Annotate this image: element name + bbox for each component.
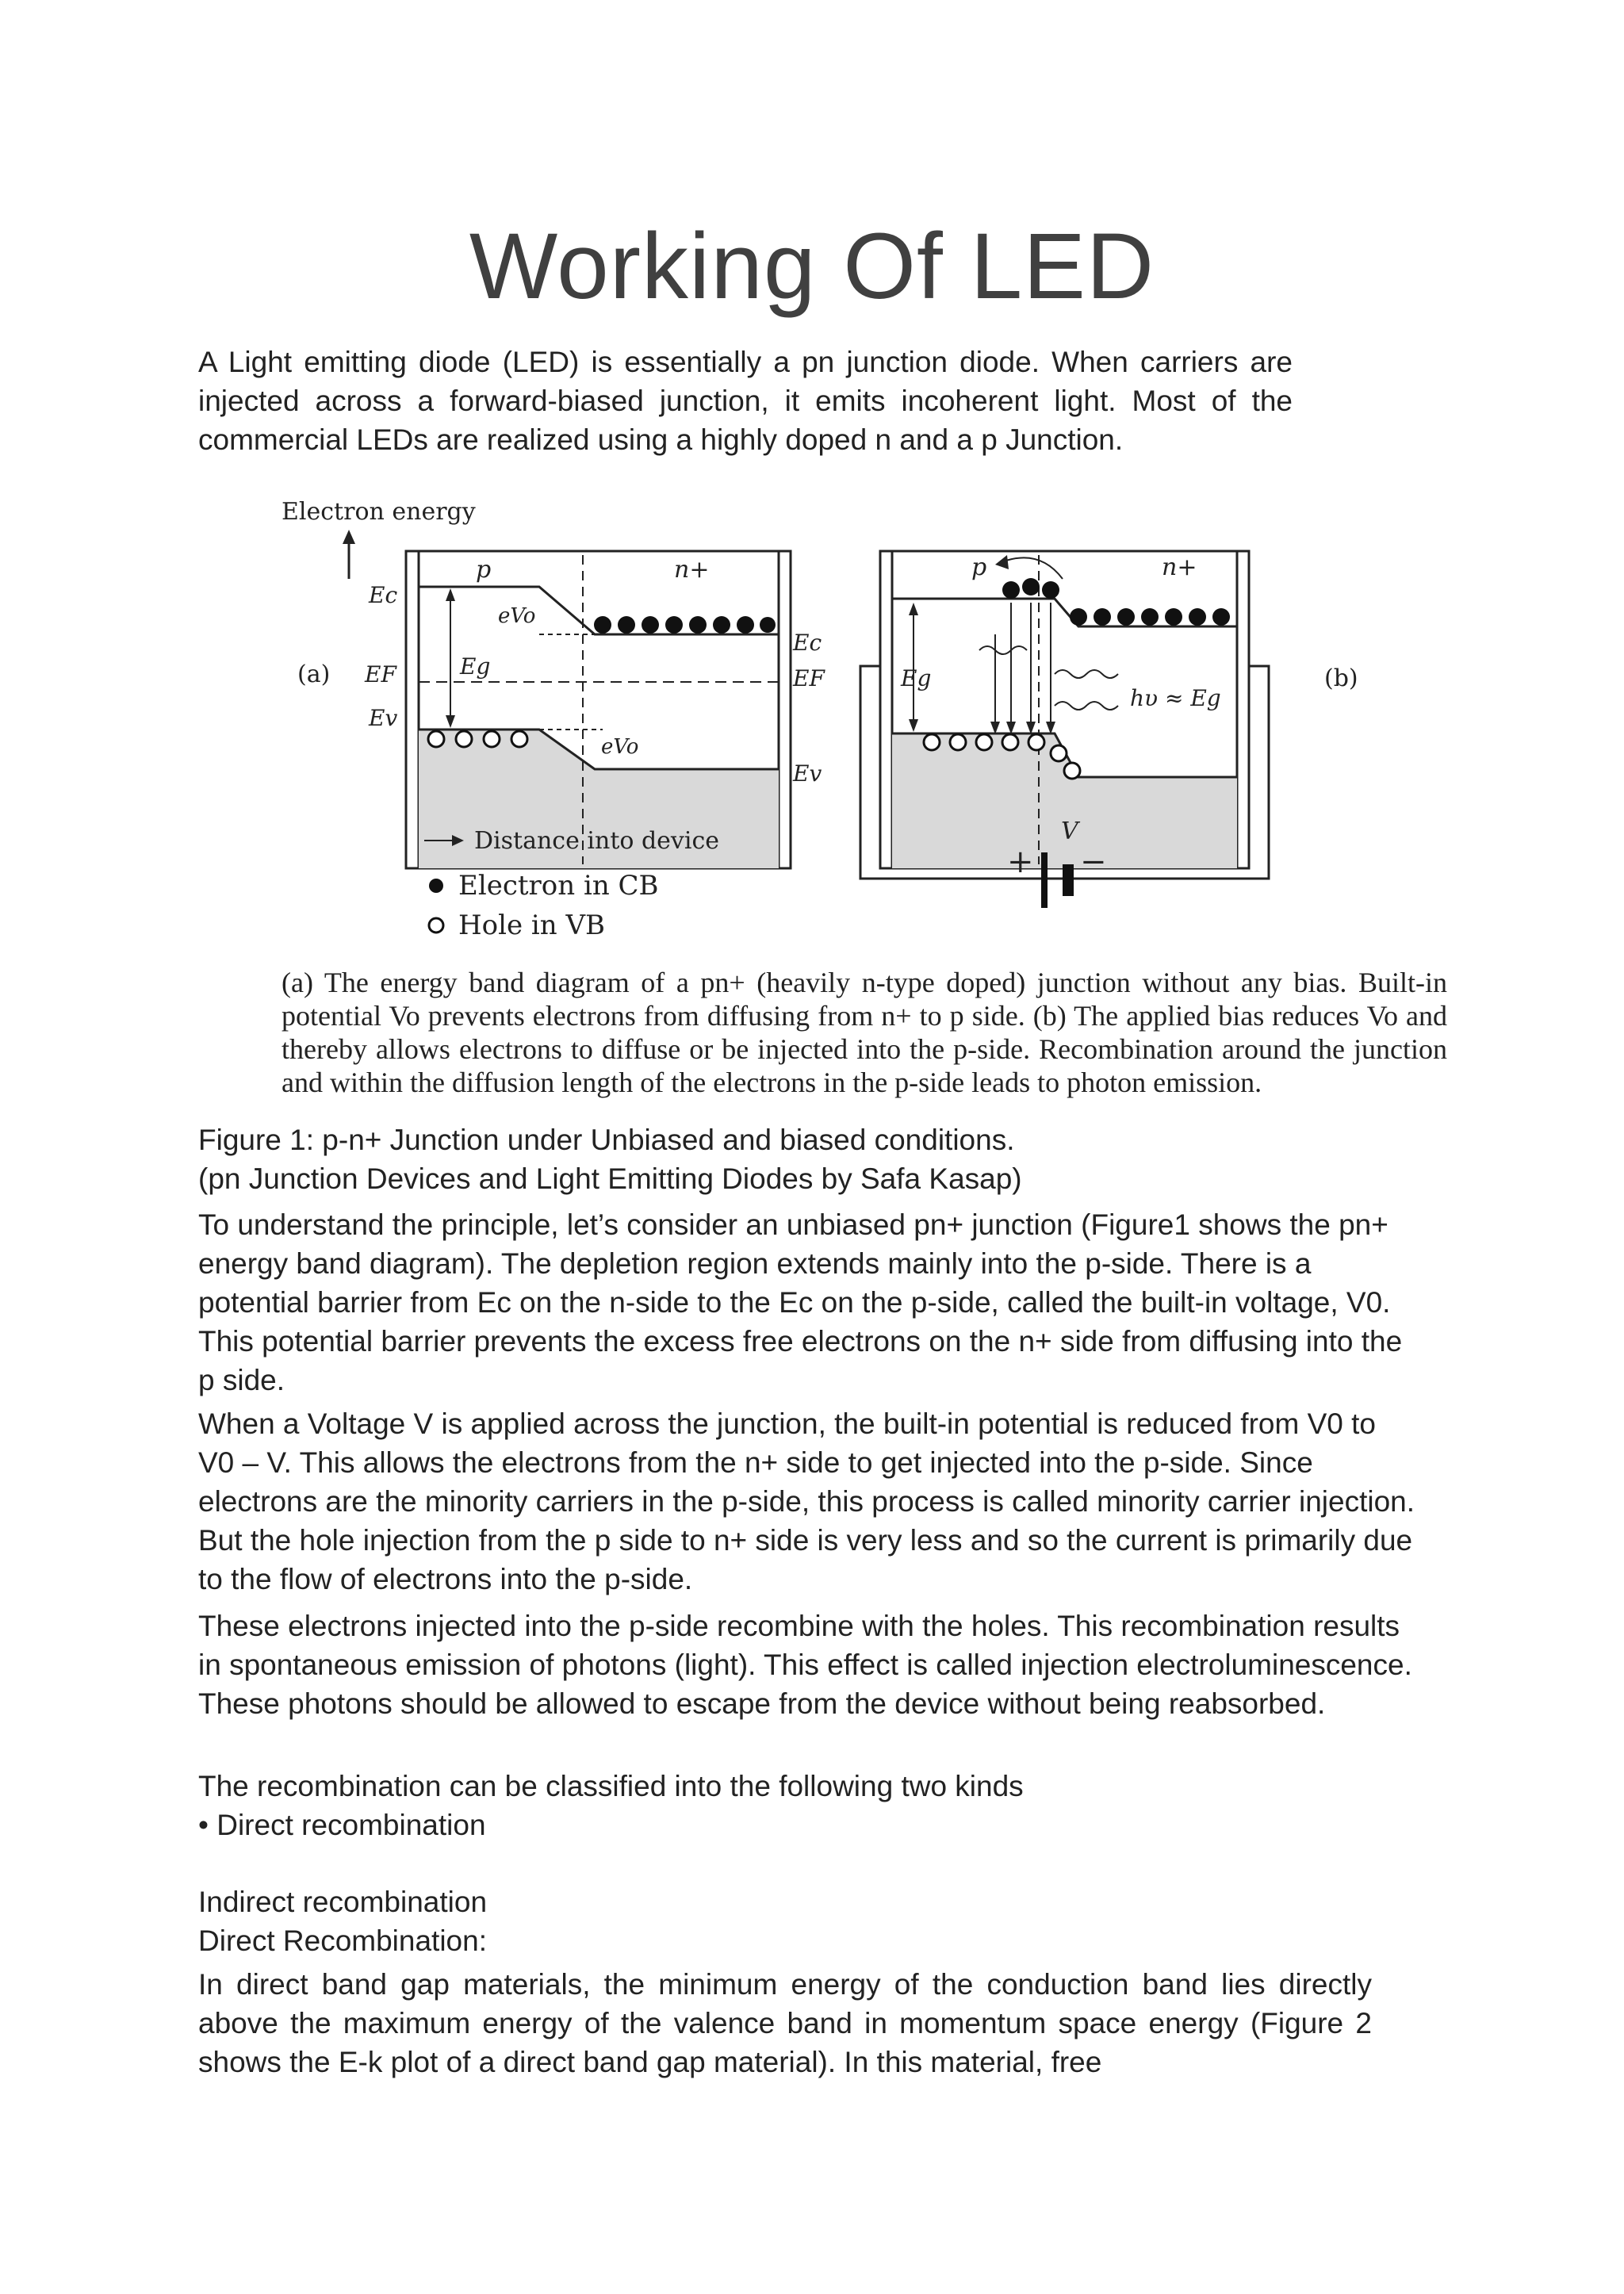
direct-recombination-heading: Direct Recombination: <box>198 1924 487 1957</box>
paragraph-kinds: The recombination can be classified into the following two kinds <box>198 1770 1024 1802</box>
photon-wave-1 <box>979 646 1027 654</box>
indirect-recombination: Indirect recombination <box>198 1886 488 1918</box>
photon-energy-label: hυ ≈ Eg <box>1130 685 1221 711</box>
panel-b-electrons <box>1002 578 1230 626</box>
photon-wave-2 <box>1055 670 1118 678</box>
recombination-arrows <box>995 603 1051 730</box>
panel-b-label: (b) <box>1324 664 1358 692</box>
ev-label-left: Ev <box>369 705 398 731</box>
legend-hole-marker <box>429 918 443 933</box>
paragraph-recombination: These electrons injected into the p-side recombine with the holes. This recombination results in spontaneous emission of photons (light). This effect is called injection electroluminescence. These photons should be allowed to escape from the device without being reabsorbed. <box>198 1610 1412 1720</box>
paragraph-biased: When a Voltage V is applied across the junction, the built-in potential is reduced from V0 to V0 – V. This allows the electrons from the n+ side to get injected into the p-side. Since electrons are the minority carriers in the p-side, this process is called minority carrier injection. But the hole injection from the p side to n+ side is very less and so the current is primarily due to the flow of electrons into the p-side. <box>198 1407 1415 1595</box>
battery-voltage: V <box>1061 818 1078 845</box>
ef-label-right: EF <box>793 665 825 691</box>
panel-b-conduction-edge <box>892 599 1237 626</box>
panel-a-p-label: p <box>476 556 492 584</box>
panel-b-p-label: p <box>971 553 987 581</box>
figure-source: (pn Junction Devices and Light Emitting Diodes by Safa Kasap) <box>198 1162 1022 1195</box>
page-title: Working Of LED <box>469 214 1155 319</box>
battery-long-plate <box>1041 852 1048 908</box>
bullet-direct: • Direct recombination <box>198 1809 486 1841</box>
battery-plus: + <box>1007 844 1034 880</box>
energy-band-diagram <box>262 492 1467 967</box>
energy-axis-arrowhead <box>343 530 355 544</box>
figure-image-caption: (a) The energy band diagram of a pn+ (heavily n-type doped) junction without any bias. Built-in potential Vo prevents electrons from diffusing from n+ to p side. (b) The applied bias reduces Vo and thereby allows electrons to diffuse or be injected into the p-side. Recombination around the junction and within the diffusion length of the electrons in the p-side leads to photon emission. <box>282 967 1447 1098</box>
paragraph-direct: In direct band gap materials, the minimum energy of the conduction band lies directly above the maximum energy of the valence band in momentum space energy (Figure 2 shows the E-k plot of a direct band gap material). In this material, free <box>198 1968 1372 2078</box>
axis-label: Electron energy <box>282 498 476 526</box>
battery-short-plate <box>1063 864 1074 896</box>
intro-paragraph: A Light emitting diode (LED) is essentially a pn junction diode. When carriers are injected across a forward-biased junction, it emits incoherent light. Most of the commercial LEDs are realized using a highly doped n and a p Junction. <box>198 346 1293 456</box>
ev-label-right: Ev <box>793 760 822 787</box>
paragraph-unbiased: To understand the principle, let’s consider an unbiased pn+ junction (Figure1 shows the pn+ energy band diagram). The depletion region extends mainly into the p-side. There is a potential barrier from Ec on the n-side to the Ec on the p-side, called the built-in voltage, V0. This potential barrier prevents the excess free electrons on the n+ side from diffusing into the p side. <box>198 1208 1403 1396</box>
panel-b-n-label: n+ <box>1162 553 1197 581</box>
photon-wave-3 <box>1055 702 1118 710</box>
panel-a-n-label: n+ <box>674 556 710 584</box>
ec-label-left: Ec <box>369 582 398 608</box>
ec-label-right: Ec <box>793 630 822 656</box>
legend-electron-marker <box>429 879 443 893</box>
ef-label-left: EF <box>365 661 396 687</box>
panel-a-evo-bottom: eVo <box>601 735 639 759</box>
panel-a-electrons <box>594 616 776 634</box>
panel-b-eg-label: Eg <box>901 665 932 691</box>
panel-a-evo-top: eVo <box>498 604 536 628</box>
diffusion-arrow <box>999 557 1063 579</box>
panel-a-label: (a) <box>297 661 331 688</box>
panel-a-eg-label: Eg <box>460 653 491 680</box>
legend-hole: Hole in VB <box>458 910 606 941</box>
battery-minus: − <box>1080 844 1107 880</box>
legend-electron: Electron in CB <box>458 870 659 902</box>
legend-distance: Distance into device <box>474 827 720 855</box>
figure-label: Figure 1: p-n+ Junction under Unbiased and biased conditions. <box>198 1124 1015 1156</box>
